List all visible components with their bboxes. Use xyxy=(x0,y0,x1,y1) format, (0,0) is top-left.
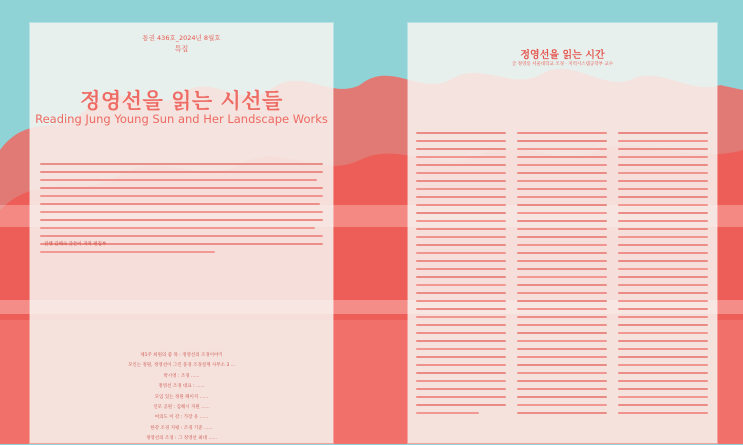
author-byline: 글 정영롱 서울대학교 조경 · 지역시스템공학부 교수 xyxy=(511,62,614,67)
works-item: 한강 조경 지평 : 조경 기준 ...... xyxy=(150,425,213,431)
works-list xyxy=(30,351,333,445)
body-column-2 xyxy=(517,132,607,420)
section-label: 특집 xyxy=(174,45,189,53)
works-item: 정영선의 조경 : 그 정영선 최대 ...... xyxy=(146,436,217,442)
works-item: 모인는 정원, 정영선이 그린 풍경 조경설계 사무소 3 ... xyxy=(128,363,235,369)
issue-label: 통권 436호_2024년 8월호 xyxy=(142,34,221,42)
works-item: 박시영 : 조경 ...... xyxy=(163,373,200,379)
body-column-1 xyxy=(416,132,506,420)
right-page xyxy=(408,23,717,443)
article-title: 정영선을 읽는 시간 xyxy=(520,50,605,61)
left-page xyxy=(30,23,333,443)
article-title-korean: 정영선을 읽는 시선들 xyxy=(80,89,283,113)
works-item: 여의도 이 강 : 가장 유 ...... xyxy=(154,415,209,421)
works-item: 모임 있는 정원 페이지 ...... xyxy=(154,394,209,400)
works-item: 정영선 조경 대표 : ...... xyxy=(158,384,205,390)
works-item: 인모 공원 : 김해시 지원 ...... xyxy=(153,405,210,411)
works-item: 제1주 희원의 좋 목 : 정영선의 조경이야기 xyxy=(140,353,223,358)
body-column-3 xyxy=(618,132,708,420)
article-title-english: Reading Jung Young Sun and Her Landscape Works xyxy=(35,112,328,126)
intro-byline: 진행 김해숙 글쓴이 지역 편집부 xyxy=(44,242,107,247)
